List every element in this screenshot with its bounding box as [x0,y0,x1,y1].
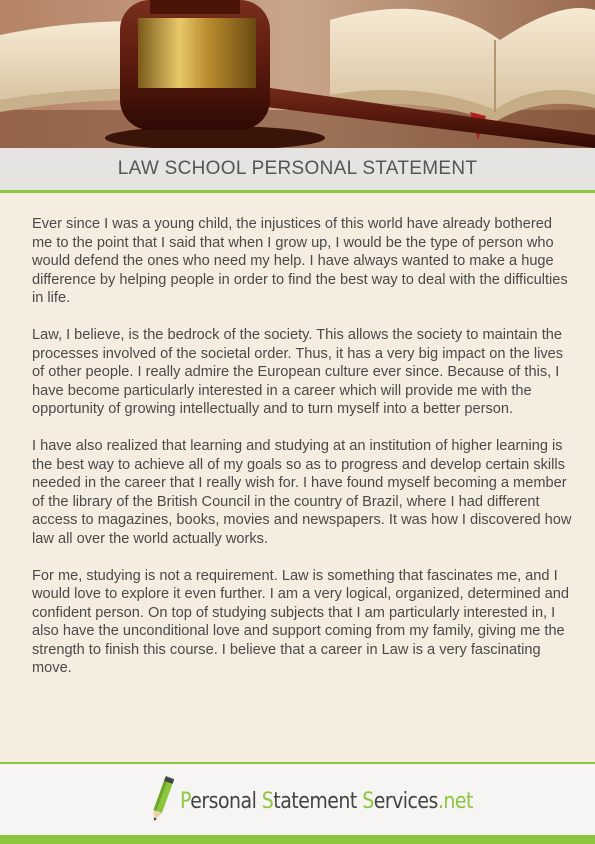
paragraph-2: Law, I believe, is the bedrock of the society. This allows the society to maintain the processes involved of the societal order. Thus, it has a very big impact on the lives of other people. I really admire the European culture ever since. Because of this, I have become particularly interested in a career which will provide me with the opportunity of growing intellectually and to turn myself into a better person. [32,326,564,418]
logo-word-statement: tatement [273,788,363,814]
footer-accent-band [0,835,595,844]
logo-tld: .net [437,788,473,814]
logo-wordmark [180,789,473,814]
paragraph-4: For me, studying is not a requirement. Law is something that fascinates me, and I would love to explore it even further. I am a very logical, organized, determined and confident person. On top of studying subjects that I am particularly interested in, I also have the unconditional love and support coming from my family, giving me the strength to finish this course. I believe that a career in Law is a very fascinating move. [32,567,570,677]
logo-letter-p: P [180,788,191,814]
footer [0,762,595,844]
paragraph-3: I have also realized that learning and studying at an institution of higher learning is the best way to achieve all of my goals so as to progress and develop certain skills needed in the career that I really wish for. I have found myself becoming a member of the library of the British Council in the country of Brazil, where I had different access to magazines, books, movies and newspapers. It was how I discovered how law all over the world actually works. [32,437,572,547]
site-logo[interactable] [146,776,521,826]
statement-body [32,215,574,696]
hero-image-gavel-and-book [0,0,595,148]
logo-letter-s2: S [362,788,374,814]
logo-letter-s1: S [261,788,274,814]
paragraph-1: Ever since I was a young child, the injustices of this world have already bothered me to the point that I said that when I grow up, I would be the type of person who would defend the ones who need my help. I have always wanted to make a huge difference by helping people in order to find the best way to deal with the difficulties in life. [32,216,568,307]
page-title: LAW SCHOOL PERSONAL STATEMENT [117,158,478,179]
pencil-icon [146,776,176,826]
logo-word-personal: ersonal [190,788,262,814]
logo-word-services: ervices [373,788,438,814]
title-bar [0,148,595,193]
gavel-book-illustration [0,0,595,148]
